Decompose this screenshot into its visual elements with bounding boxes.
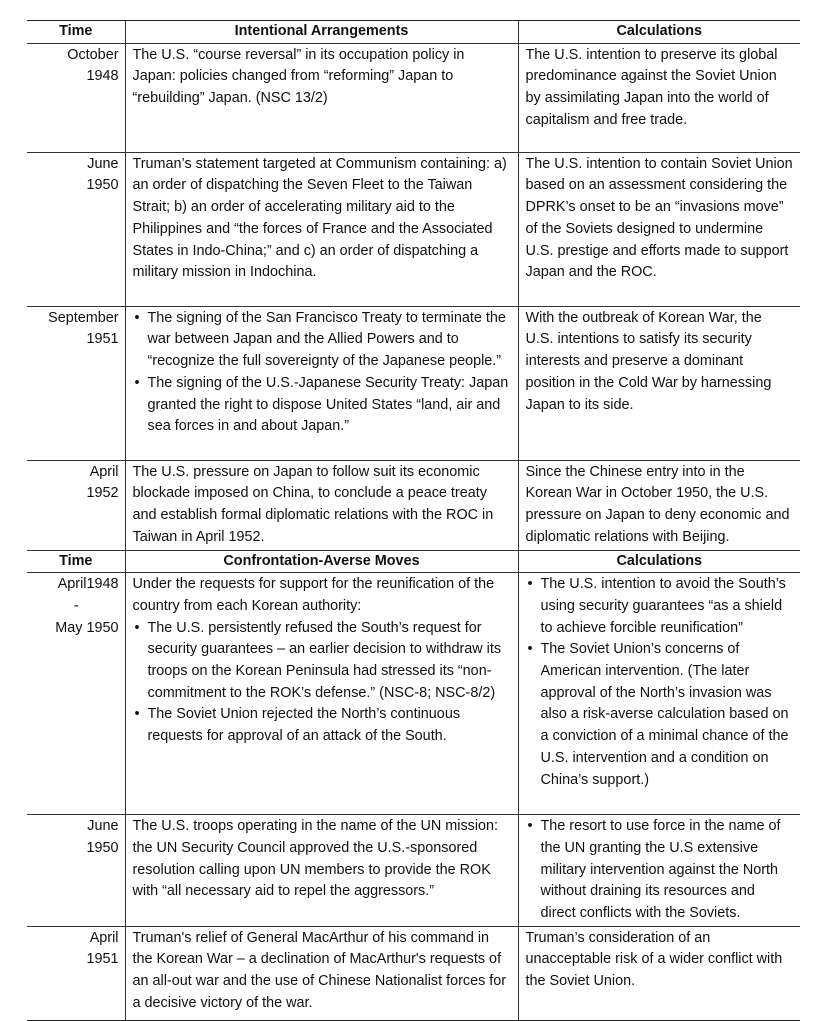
bullet-list bbox=[526, 816, 794, 925]
time-line: April bbox=[89, 929, 119, 946]
time-cell bbox=[27, 152, 125, 306]
table-row bbox=[27, 926, 800, 1020]
time-line: April bbox=[89, 463, 119, 480]
action-cell: The U.S. pressure on Japan to follow suit its economic blockade imposed on China, to conclude a peace treaty and establish formal diplomatic relations with the ROC in Taiwan in April 1952. bbox=[125, 460, 518, 550]
time-cell bbox=[27, 43, 125, 152]
time-line: October bbox=[67, 46, 119, 63]
table-row bbox=[27, 460, 800, 550]
time-line: April1948 bbox=[57, 576, 119, 593]
calc-cell: Truman’s consideration of an unacceptable risk of a wider conflict with the Soviet Union. bbox=[518, 926, 800, 1020]
header-arrangements: Intentional Arrangements bbox=[125, 21, 518, 44]
header-time: Time bbox=[27, 21, 125, 44]
list-item: • The Soviet Union rejected the North’s continuous requests for approval of an attack of the South. bbox=[148, 704, 511, 747]
time-line: May 1950 bbox=[55, 619, 119, 636]
header-calculations: Calculations bbox=[518, 550, 800, 573]
time-cell bbox=[27, 573, 125, 815]
header-moves: Confrontation-Averse Moves bbox=[125, 550, 518, 573]
time-cell bbox=[27, 815, 125, 927]
time-line: 1951 bbox=[86, 951, 119, 968]
action-cell bbox=[125, 306, 518, 460]
time-cell bbox=[27, 460, 125, 550]
table-row bbox=[27, 306, 800, 460]
section-2-header-row bbox=[27, 550, 800, 573]
section-1-header-row bbox=[27, 21, 800, 44]
action-cell: The U.S. “course reversal” in its occupation policy in Japan: policies changed from “reforming” Japan to “rebuilding” Japan. (NSC 13/2) bbox=[125, 43, 518, 152]
table-row bbox=[27, 573, 800, 815]
bullet-list bbox=[526, 574, 794, 791]
policy-table bbox=[27, 20, 800, 1021]
time-line: 1950 bbox=[86, 839, 119, 856]
time-line: 1950 bbox=[86, 177, 119, 194]
time-line: June bbox=[87, 818, 119, 835]
time-cell bbox=[27, 306, 125, 460]
time-line: June bbox=[87, 155, 119, 172]
calc-cell bbox=[518, 573, 800, 815]
bullet-list bbox=[133, 308, 511, 438]
action-cell: Truman's relief of General MacArthur of his command in the Korean War – a declination of MacArthur's requests of an all-out war and the use of Chinese Nationalist forces for a decisive victory of the war. bbox=[125, 926, 518, 1020]
time-cell bbox=[27, 926, 125, 1020]
list-item: • The Soviet Union’s concerns of American intervention. (The later approval of the North’s invasion was also a risk-averse calculation based on a conviction of a minimal chance of the U.S. intervention and a condition on China’s support.) bbox=[541, 639, 794, 791]
table-row bbox=[27, 43, 800, 152]
list-item: • The signing of the San Francisco Treaty to terminate the war between Japan and the Allied Powers and to “recognize the full sovereignty of the Japanese people.” bbox=[148, 308, 511, 373]
list-item: • The U.S. persistently refused the South’s request for security guarantees – an earlier decision to withdraw its troops on the Korean Peninsula had stressed its “non-commitment to the ROK’s defense.” (NSC-8; NSC-8/2) bbox=[148, 618, 511, 705]
header-time: Time bbox=[27, 550, 125, 573]
list-item: • The resort to use force in the name of the UN granting the U.S extensive military intervention against the North without draining its resources and direct conflicts with the Soviets. bbox=[541, 816, 794, 925]
list-item: • The U.S. intention to avoid the South’s using security guarantees “as a shield to achieve forcible reunification” bbox=[541, 574, 794, 639]
time-line: - bbox=[73, 597, 79, 614]
time-line: 1952 bbox=[86, 485, 119, 502]
time-line: September bbox=[48, 309, 119, 326]
calc-cell: Since the Chinese entry into in the Korean War in October 1950, the U.S. pressure on Japan to deny economic and diplomatic relations with Beijing. bbox=[518, 460, 800, 550]
header-calculations: Calculations bbox=[518, 21, 800, 44]
list-item: • The signing of the U.S.-Japanese Security Treaty: Japan granted the right to dispose United States “land, air and sea forces in and about Japan.” bbox=[148, 373, 511, 438]
time-line: 1951 bbox=[86, 331, 119, 348]
calc-cell: The U.S. intention to preserve its global predominance against the Soviet Union by assimilating Japan into the world of capitalism and free trade. bbox=[518, 43, 800, 152]
action-cell bbox=[125, 573, 518, 815]
calc-cell: The U.S. intention to contain Soviet Union based on an assessment considering the DPRK’s onset to be an “invasions move” of the Soviets designed to undermine U.S. prestige and efforts made to support Japan and the ROC. bbox=[518, 152, 800, 306]
calc-cell: With the outbreak of Korean War, the U.S. intentions to satisfy its security interests and preserve a dominant position in the Cold War by harnessing Japan to its side. bbox=[518, 306, 800, 460]
bullet-list bbox=[133, 618, 511, 748]
table-row bbox=[27, 815, 800, 927]
action-intro: Under the requests for support for the reunification of the country from each Korean authority: bbox=[132, 576, 495, 614]
table-row bbox=[27, 152, 800, 306]
action-cell: Truman’s statement targeted at Communism containing: a) an order of dispatching the Seven Fleet to the Taiwan Strait; b) an order of accelerating military aid to the Philippines and “the forces of France and the Associated States in Indo-China;” and c) an order of dispatching a military mission in Indochina. bbox=[125, 152, 518, 306]
calc-cell bbox=[518, 815, 800, 927]
time-line: 1948 bbox=[86, 68, 119, 85]
action-cell: The U.S. troops operating in the name of the UN mission: the UN Security Council approved the U.S.-sponsored resolution calling upon UN members to provide the ROK with “all necessary aid to repel the aggressors.” bbox=[125, 815, 518, 927]
